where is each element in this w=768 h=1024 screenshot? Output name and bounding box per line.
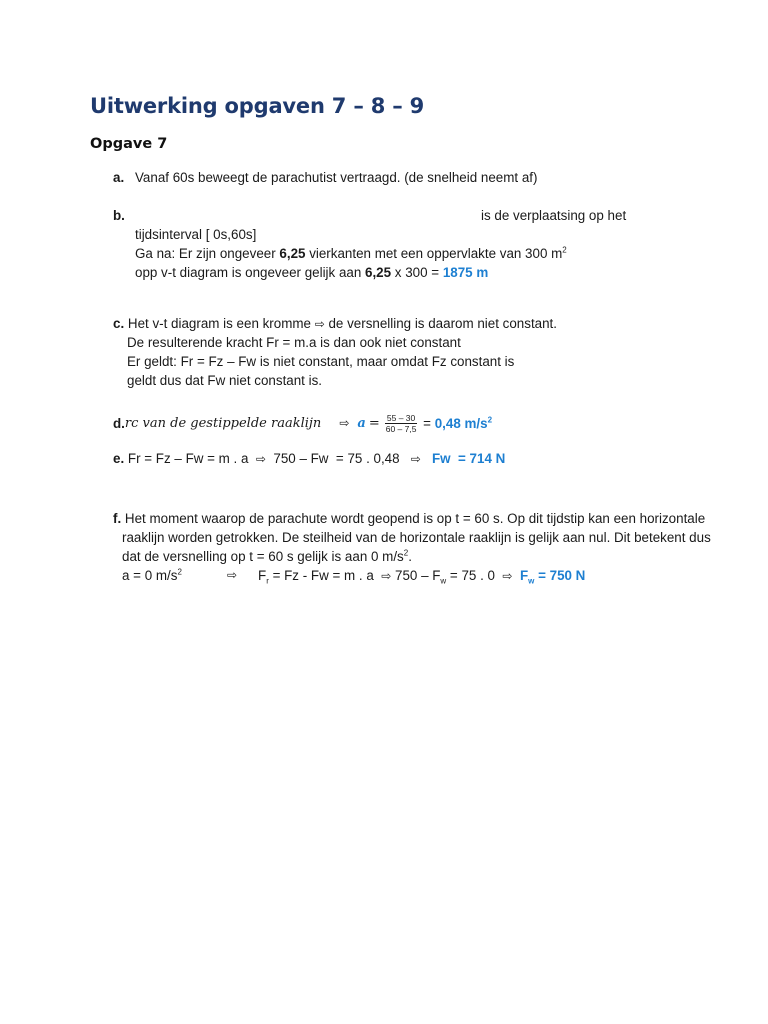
item-c-line3: Er geldt: Fr = Fz – Fw is niet constant, maar omdat Fz constant is — [127, 354, 515, 369]
answer-e: Fw = 714 N — [431, 451, 506, 466]
section-heading: Opgave 7 — [90, 136, 168, 152]
item-b-line3: Ga na: Er zijn ongeveer 6,25 vierkanten met een oppervlakte van 300 $m^2$ — [135, 245, 567, 261]
arrow-icon: ⇨ — [410, 452, 421, 466]
item-f-line1: f. Het moment waarop de parachute wordt geopend is op t = 60 s. Op dit tijdstip kan een horizontale — [113, 511, 706, 526]
page-title: Uitwerking opgaven 7 – 8 – 9 — [90, 94, 425, 118]
item-c-line1: c. Het v-t diagram is een kromme ⇨ de versnelling is daarom niet constant. — [113, 316, 557, 331]
item-f-line4: a = 0 $m/s^2$ — [122, 567, 182, 583]
answer-d: 0,48 $m/s^2$ — [434, 415, 493, 431]
item-c-line2: De resulterende kracht Fr = m.a is dan ook niet constant — [127, 335, 461, 350]
item-a-text: Vanaf 60s beweegt de parachutist vertraagd. (de snelheid neemt af) — [135, 170, 538, 185]
arrow-icon: ⇨ — [314, 317, 325, 331]
item-c-label: c. — [113, 316, 125, 331]
item-e-line: e. Fr = Fz – Fw = m . a ⇨ 750 – Fw = 75 . 0,48 ⇨ Fw = 714 N — [113, 451, 506, 466]
arrow-icon: ⇨ — [255, 452, 266, 466]
answer-f: $F_w = 750$ N — [519, 568, 586, 586]
arrow-icon: ⇨ — [381, 569, 392, 583]
item-d-line: d. rc van de gestippelde raaklijn ⇨ a = $\frac{55 - 30}{60 - 7,5}$ = 0,48 $m/s^2$ — [113, 412, 493, 434]
item-b-label: b. — [113, 208, 125, 223]
item-c-line4: geldt dus dat Fw niet constant is. — [127, 373, 323, 388]
item-d-fraction: $\frac{55 - 30}{60 - 7,5}$ — [385, 412, 417, 434]
arrow-icon: ⇨ — [227, 568, 238, 582]
item-d-var: a — [357, 415, 366, 431]
item-d-label: d. — [113, 415, 125, 431]
item-f-line4-eq: $F_r = Fz - Fw = m$ . a ⇨ $750 - F_w = 75$ . 0 ⇨ $F_w = 750$ N — [258, 568, 586, 586]
item-f-label: f. — [113, 511, 122, 526]
arrow-icon: ⇨ — [339, 416, 350, 430]
item-f-line2: raaklijn worden getrokken. De steilheid van de horizontale raaklijn is gelijk aan nul. Dit betekent dus — [122, 530, 711, 545]
item-b-line1: is de verplaatsing op het — [481, 208, 627, 223]
answer-b: 1875 m — [442, 265, 489, 280]
item-b-line2: tijdsinterval [ 0s,60s] — [135, 227, 257, 242]
arrow-icon: ⇨ — [502, 569, 513, 583]
item-d-italic: rc van de gestippelde raaklijn — [124, 415, 322, 431]
item-a-label: a. — [113, 170, 125, 185]
item-b-line4: opp v-t diagram is ongeveer gelijk aan 6,25 x 300 = 1875 m — [135, 265, 489, 280]
item-e-label: e. — [113, 451, 125, 466]
item-f-line3: dat de versnelling op t = 60 s gelijk is aan 0 $m/s^2$. — [122, 548, 412, 564]
